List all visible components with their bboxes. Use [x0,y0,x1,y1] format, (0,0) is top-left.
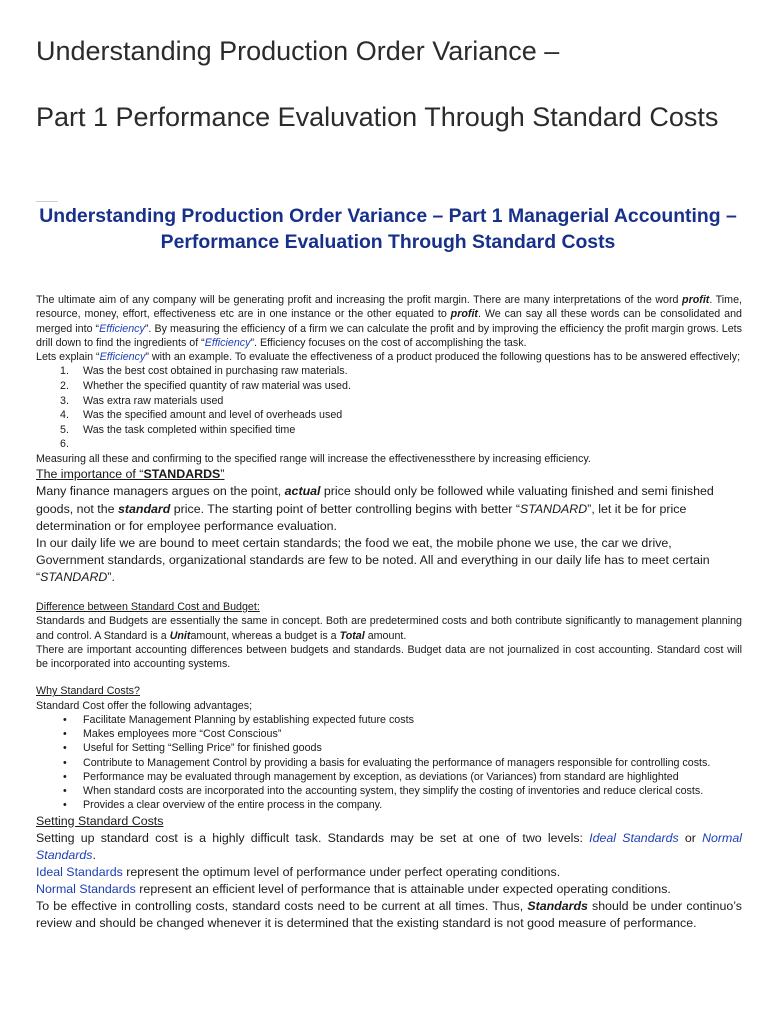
text-run: should be under continuo’s review and should be changed whenever it is determined that the existing standard is not good measure of performance. [36,898,742,931]
list-item-text: Facilitate Management Planning by establishing expected future costs [83,714,414,727]
text-run: Lets explain “ [36,351,100,364]
bullet-icon: • [63,714,67,727]
list-item-text: Was the task completed within specified time [83,423,296,436]
difference-paragraph-2: There are important accounting differences between budgets and standards. Budget data are not journalized in cost accounting. Standard cost will be incorporated into accounting systems. [36,643,742,671]
list-number: 4. [60,409,69,422]
questions-list [36,364,742,452]
article-heading: Understanding Production Order Variance – Part 1 Managerial Accounting – Performance Evaluation Through Standard Costs [39,205,737,253]
list-item-text: Makes employees more “Cost Conscious” [83,728,282,741]
bullet-icon: • [63,728,67,741]
text-run: To be effective in controlling costs, standard costs need to be current at all times. Thus, [36,898,528,913]
setting-paragraph-2 [36,898,742,932]
title-divider [36,201,58,202]
text-run: . [92,847,96,862]
list-item [36,756,742,770]
text-run: . We can say all these words can be consolidated and merged into “ [36,308,742,335]
emphasis-standard: standard [117,501,171,516]
text-run: Standards and Budgets are essentially the same in concept. Both are predetermined costs and both contribute significantly to management planning and control. A Standard is a [36,615,742,642]
list-item [36,798,742,812]
bullet-icon: • [63,770,67,783]
list-item-text: Useful for Setting “Selling Price” for finished goods [83,742,322,755]
list-item [36,770,742,784]
term-normal-standards: Normal Standards [36,881,136,896]
list-number: 6. [60,438,69,451]
list-item-text: Whether the specified quantity of raw material was used. [83,380,351,393]
text-run: price. The starting point of better controlling begins with better “ [170,501,520,516]
emphasis-actual: actual [284,484,321,499]
why-heading: Why Standard Costs? [36,685,140,698]
emphasis-efficiency: Efficiency [99,351,146,364]
page-title-line-1: Understanding Production Order Variance – [36,36,560,66]
page-title-line-2: Part 1 Performance Evaluvation Through Standard Costs [36,102,719,132]
difference-paragraph-1 [36,614,742,643]
list-item [36,423,742,438]
emphasis-unit: Unit [169,629,191,642]
list-number: 3. [60,394,69,407]
bullet-icon: • [63,799,67,812]
text-run: In our daily life we are bound to meet certain standards; the food we eat, the mobile phone we use, the car we drive, Government standards, organizational standards are few to be noted. All and everything in our daily life has to meet certain “ [36,535,710,584]
list-item [36,379,742,394]
list-item [36,784,742,798]
text-run: Many finance managers argues on the point, [36,484,285,499]
measuring-paragraph: Measuring all these and confirming to the specified range will increase the effectivenessthere by increasing efficiency. [36,453,591,466]
setting-heading: Setting Standard Costs [36,813,164,828]
text-run: ”, let it be for price determination or for employee performance evaluation. [36,501,687,533]
list-item [36,394,742,409]
list-item [36,364,742,379]
why-intro: Standard Cost offer the following advantages; [36,699,253,712]
list-item-text: Was the specified amount and level of overheads used [83,409,343,422]
term-ideal-standards: Ideal Standards [36,864,123,879]
list-item-text: Contribute to Management Control by providing a basis for evaluating the performance of managers responsible for controlling costs. [83,756,711,769]
text-run: The ultimate aim of any company will be generating profit and increasing the profit margin. There are many interpretations of the word [36,294,683,306]
text-run: or [678,830,703,845]
list-item [36,713,742,727]
emphasis-standards: STANDARDS [143,467,221,482]
emphasis-standard-caps: STANDARD [519,501,588,516]
emphasis-standard-caps: STANDARD [40,569,108,584]
text-run: represent an efficient level of performance that is attainable under expected operating conditions. [135,881,671,896]
spacer [36,586,742,600]
list-item-text: Was extra raw materials used [83,394,224,407]
bullet-icon: • [63,756,67,769]
text-run: price should only be followed while valuating finished and semi finished goods, not the [36,484,714,516]
list-number: 1. [60,365,69,378]
list-item-text: When standard costs are incorporated into the accounting system, they simplify the costing of inventories and reduce clerical costs. [83,785,704,798]
list-item [36,437,742,452]
emphasis-standards: Standards [527,898,588,913]
emphasis-ideal-standards: Ideal Standards [589,830,679,845]
text-run: amount, whereas a budget is a [190,629,340,642]
list-number: 2. [60,380,69,393]
emphasis-normal-standards: Normal Standards [36,830,742,862]
standards-paragraph-1 [36,483,742,534]
text-run: Setting up standard cost is a highly difficult task. Standards may be set at one of two levels: [36,830,590,845]
list-item-text: Provides a clear overview of the entire process in the company. [83,799,383,812]
spacer [36,671,742,684]
difference-heading: Difference between Standard Cost and Budget: [36,601,260,613]
list-item-text: Was the best cost obtained in purchasing raw materials. [83,365,348,378]
list-item [36,408,742,423]
emphasis-efficiency: Efficiency [204,336,251,349]
emphasis-total: Total [339,629,365,642]
text-run: ” [220,467,225,482]
text-run: ”. [107,569,115,584]
text-run: ”. Efficiency focuses on the cost of accomplishing the task. [250,336,527,349]
emphasis-profit: profit [450,308,478,321]
emphasis-efficiency: Efficiency [99,322,145,335]
list-item [36,727,742,741]
ideal-standards-paragraph [36,864,742,881]
text-run: . Time, resource, money, effort, effectiveness etc are in one instance or the other equated to [36,294,742,321]
list-item [36,741,742,755]
setting-paragraph-1 [36,830,742,864]
text-run: The importance of “ [36,467,144,482]
bullet-icon: • [63,742,67,755]
text-run: ”. By measuring the efficiency of a firm we can calculate the profit and by improving the efficiency the profit margin grows. Lets drill down to find the ingredients of “ [36,322,743,349]
text-run: amount. [364,629,407,642]
text-run: represent the optimum level of performance under perfect operating conditions. [122,864,561,879]
intro-paragraph-1 [36,293,742,350]
bullet-icon: • [63,785,67,798]
list-number: 5. [60,423,69,436]
text-run: ” with an example. To evaluate the effectiveness of a product produced the following questions has to be answered effectively; [145,351,741,364]
standards-heading [36,466,742,483]
advantages-list [36,713,742,812]
article-body [36,293,742,932]
list-item-text: Performance may be evaluated through management by exception, as deviations (or Variances) from standard are highlighted [83,770,679,783]
normal-standards-paragraph [36,881,742,898]
emphasis-profit: profit [682,294,710,306]
standards-paragraph-2 [36,535,742,586]
intro-paragraph-2 [36,350,742,364]
